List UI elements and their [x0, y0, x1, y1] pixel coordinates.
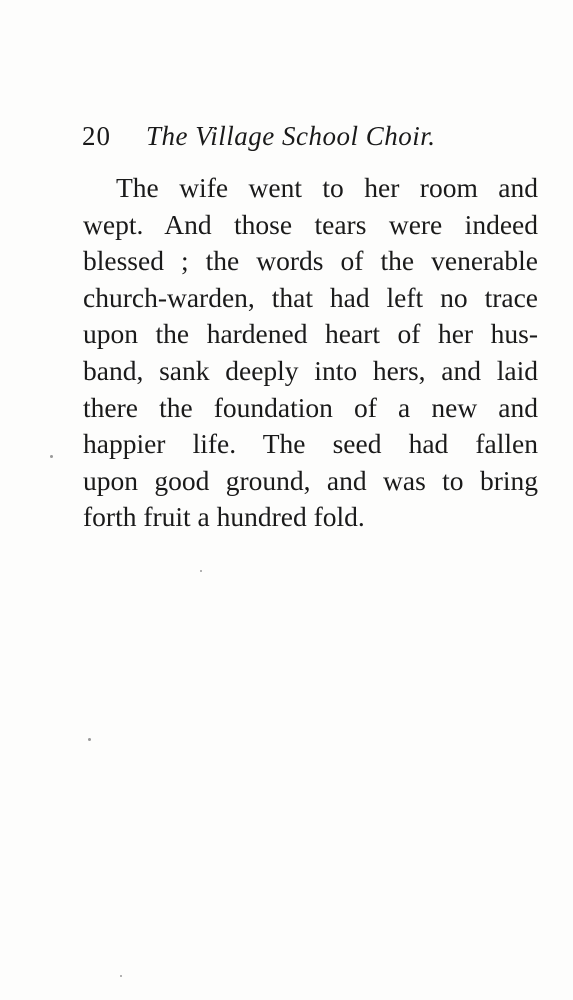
text-line: happier life. The seed had fallen [83, 428, 538, 460]
text-line: upon good ground, and was to bring [83, 464, 538, 496]
text-line: there the foundation of a new and [83, 391, 538, 423]
page-number: 20 [82, 121, 111, 151]
text-line: church-warden, that had left no trace [83, 281, 538, 313]
body-paragraph [83, 170, 538, 536]
paper-speck [88, 738, 91, 741]
paper-speck [50, 455, 53, 458]
running-title: The Village School Choir. [146, 121, 436, 151]
text-line: band, sank deeply into hers, and laid [83, 354, 538, 386]
text-line: wept. And those tears were indeed [83, 208, 538, 240]
paper-speck [200, 570, 202, 572]
paper-speck [120, 975, 122, 977]
running-header [82, 118, 538, 154]
text-line: forth fruit a hundred fold. [83, 501, 365, 533]
text-line: The wife went to her room and [116, 172, 538, 203]
text-line: upon the hardened heart of her hus- [83, 318, 538, 350]
text-line: blessed ; the words of the venerable [83, 245, 538, 277]
